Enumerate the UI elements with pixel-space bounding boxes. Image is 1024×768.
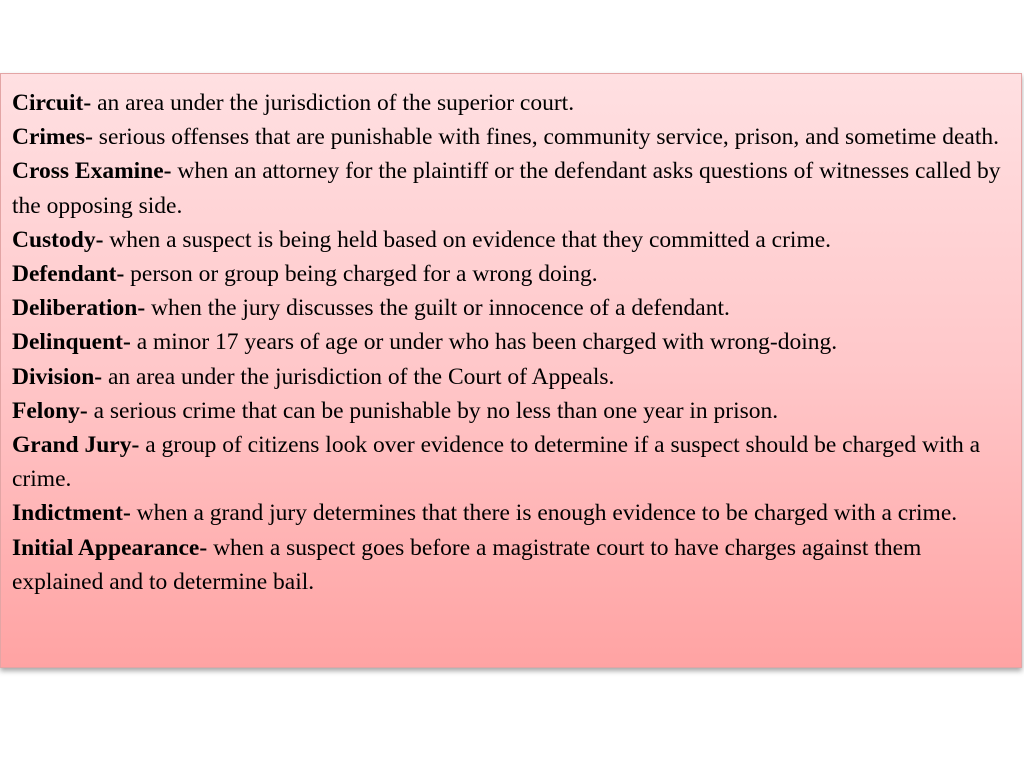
glossary-entry-deliberation bbox=[12, 291, 1011, 325]
glossary-term: Initial Appearance- bbox=[12, 534, 208, 561]
glossary-definition: a serious crime that can be punishable by no less than one year in prison. bbox=[87, 397, 779, 424]
glossary-definition: an area under the jurisdiction of the superior court. bbox=[91, 90, 575, 116]
glossary-term: Grand Jury- bbox=[12, 432, 140, 459]
glossary-term: Felony- bbox=[12, 397, 88, 424]
glossary-entry-felony bbox=[12, 394, 1011, 428]
glossary-definition: person or group being charged for a wrong doing. bbox=[124, 261, 598, 288]
glossary-definition: when the jury discusses the guilt or innocence of a defendant. bbox=[145, 295, 730, 322]
glossary-definition: when a suspect goes before a magistrate court to have charges against them explained and to determine bail. bbox=[12, 534, 922, 595]
glossary-definition: an area under the jurisdiction of the Court of Appeals. bbox=[102, 363, 615, 390]
glossary-term: Division- bbox=[12, 363, 103, 390]
glossary-entry-cross-examine bbox=[12, 154, 1011, 222]
glossary-definition: serious offenses that are punishable with fines, community service, prison, and sometime death. bbox=[92, 124, 999, 151]
glossary-term: Indictment- bbox=[12, 500, 131, 527]
glossary-entry-defendant bbox=[12, 257, 1011, 291]
glossary-definition: a minor 17 years of age or under who has been charged with wrong-doing. bbox=[130, 329, 838, 356]
glossary-entry-grand-jury bbox=[12, 428, 1011, 496]
glossary-entry-custody bbox=[12, 223, 1011, 257]
glossary-definition: when a grand jury determines that there is enough evidence to be charged with a crime. bbox=[130, 500, 958, 527]
glossary-term: Circuit- bbox=[12, 90, 92, 116]
glossary-definition: a group of citizens look over evidence to determine if a suspect should be charged with a crime. bbox=[12, 432, 981, 493]
glossary-definition: when an attorney for the plaintiff or the defendant asks questions of witnesses called by the opposing side. bbox=[12, 158, 1001, 219]
glossary-term: Deliberation- bbox=[12, 295, 146, 322]
glossary-entry-initial-appearance bbox=[12, 531, 1011, 599]
glossary-term: Defendant- bbox=[12, 261, 125, 288]
glossary-entry-crimes bbox=[12, 120, 1011, 154]
glossary-term: Delinquent- bbox=[12, 329, 131, 356]
glossary-entry-delinquent bbox=[12, 325, 1011, 359]
glossary-entry-division bbox=[12, 360, 1011, 394]
glossary-term: Cross Examine- bbox=[12, 158, 172, 185]
glossary-term: Custody- bbox=[12, 226, 104, 253]
glossary-box bbox=[0, 73, 1022, 668]
glossary-term: Crimes- bbox=[12, 124, 93, 151]
glossary-definition: when a suspect is being held based on evidence that they committed a crime. bbox=[103, 226, 832, 253]
glossary-entry-circuit bbox=[12, 86, 1011, 120]
glossary-entry-indictment bbox=[12, 496, 1011, 530]
